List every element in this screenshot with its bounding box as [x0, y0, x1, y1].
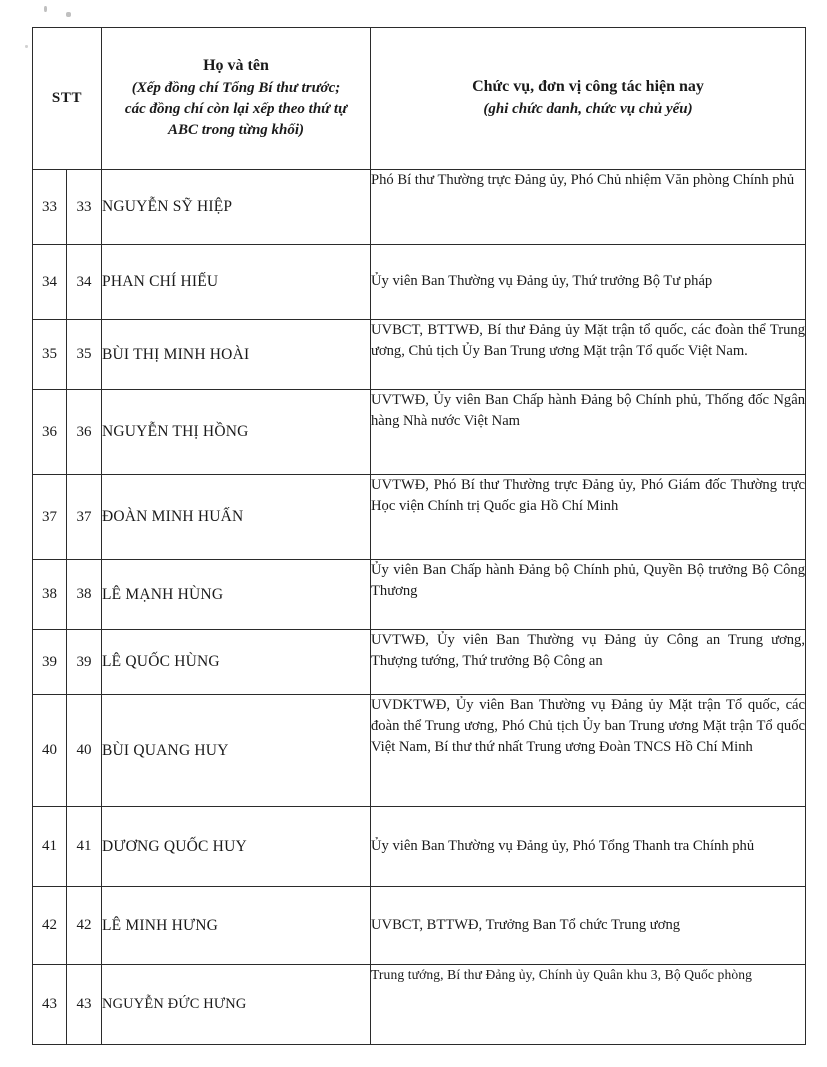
table-row [33, 695, 806, 807]
scan-speckle [66, 12, 71, 17]
header-name-title: Họ và tên [203, 57, 269, 74]
cell-position: UVDKTWĐ, Ủy viên Ban Thường vụ Đảng ủy Mặt trận Tổ quốc, các đoàn thể Trung ương, Phó Chủ tịch Ủy ban Trung ương Mặt trận Tổ quốc Việt Nam, Bí thư thứ nhất Trung ương Đoàn TNCS Hồ Chí Minh [371, 695, 806, 807]
cell-order-number: 34 [67, 245, 102, 320]
cell-order-number: 38 [67, 560, 102, 630]
table-row [33, 560, 806, 630]
scan-speckle [44, 6, 47, 12]
table-row [33, 807, 806, 887]
table-row [33, 245, 806, 320]
table-row [33, 170, 806, 245]
table-row [33, 320, 806, 390]
cell-stt: 42 [33, 887, 67, 965]
cell-person-name: LÊ MINH HƯNG [102, 887, 371, 965]
header-name-note-line2: các đồng chí còn lại xếp theo thứ tự [124, 101, 348, 117]
cell-order-number: 39 [67, 630, 102, 695]
table-row [33, 630, 806, 695]
cell-stt: 37 [33, 475, 67, 560]
cell-position: Trung tướng, Bí thư Đảng ủy, Chính ủy Quân khu 3, Bộ Quốc phòng [371, 965, 806, 1045]
table-row [33, 475, 806, 560]
header-stt [33, 28, 102, 170]
cell-position: UVTWĐ, Ủy viên Ban Thường vụ Đảng ủy Công an Trung ương, Thượng tướng, Thứ trưởng Bộ Công an [371, 630, 806, 695]
cell-stt: 35 [33, 320, 67, 390]
cell-position: Ủy viên Ban Thường vụ Đảng ủy, Thứ trưởng Bộ Tư pháp [371, 245, 806, 320]
cell-position: UVBCT, BTTWĐ, Bí thư Đảng ủy Mặt trận tổ quốc, các đoàn thể Trung ương, Chủ tịch Ủy Ban Trung ương Mặt trận Tổ quốc Việt Nam. [371, 320, 806, 390]
cell-stt: 40 [33, 695, 67, 807]
cell-position: Ủy viên Ban Chấp hành Đảng bộ Chính phủ, Quyền Bộ trưởng Bộ Công Thương [371, 560, 806, 630]
header-name-note-line3: ABC trong từng khối) [167, 122, 305, 138]
table-row [33, 390, 806, 475]
cell-person-name: PHAN CHÍ HIẾU [102, 245, 371, 320]
cell-person-name: NGUYỄN THỊ HỒNG [102, 390, 371, 475]
cell-person-name: DƯƠNG QUỐC HUY [102, 807, 371, 887]
table-row [33, 965, 806, 1045]
cell-position: UVBCT, BTTWĐ, Trưởng Ban Tổ chức Trung ương [371, 887, 806, 965]
cell-stt: 43 [33, 965, 67, 1045]
cell-order-number: 35 [67, 320, 102, 390]
cell-order-number: 36 [67, 390, 102, 475]
header-role [371, 28, 806, 170]
cell-person-name: NGUYỄN SỸ HIỆP [102, 170, 371, 245]
cell-stt: 39 [33, 630, 67, 695]
table-row [33, 887, 806, 965]
header-stt-label: STT [51, 90, 83, 106]
cell-position: UVTWĐ, Ủy viên Ban Chấp hành Đảng bộ Chính phủ, Thống đốc Ngân hàng Nhà nước Việt Nam [371, 390, 806, 475]
table-body [33, 170, 806, 1045]
cell-stt: 34 [33, 245, 67, 320]
cell-stt: 36 [33, 390, 67, 475]
cell-order-number: 42 [67, 887, 102, 965]
cell-person-name: BÙI THỊ MINH HOÀI [102, 320, 371, 390]
cell-order-number: 43 [67, 965, 102, 1045]
cell-person-name: NGUYỄN ĐỨC HƯNG [102, 965, 371, 1045]
cell-person-name: BÙI QUANG HUY [102, 695, 371, 807]
header-name [102, 28, 371, 170]
cell-order-number: 41 [67, 807, 102, 887]
cell-position: Ủy viên Ban Thường vụ Đảng ủy, Phó Tổng Thanh tra Chính phủ [371, 807, 806, 887]
header-role-title: Chức vụ, đơn vị công tác hiện nay [472, 78, 704, 95]
cell-stt: 38 [33, 560, 67, 630]
cell-stt: 41 [33, 807, 67, 887]
cell-person-name: LÊ QUỐC HÙNG [102, 630, 371, 695]
cell-stt: 33 [33, 170, 67, 245]
table-header-row [33, 28, 806, 170]
cell-position: UVTWĐ, Phó Bí thư Thường trực Đảng ủy, Phó Giám đốc Thường trực Học viện Chính trị Quốc gia Hồ Chí Minh [371, 475, 806, 560]
header-name-note-line1: (Xếp đồng chí Tổng Bí thư trước; [131, 80, 341, 96]
cell-order-number: 37 [67, 475, 102, 560]
header-role-note: (ghi chức danh, chức vụ chủ yếu) [483, 101, 693, 117]
cell-order-number: 40 [67, 695, 102, 807]
cell-order-number: 33 [67, 170, 102, 245]
personnel-table [32, 27, 806, 1045]
cell-person-name: ĐOÀN MINH HUẤN [102, 475, 371, 560]
scan-speckle [25, 45, 28, 48]
cell-position: Phó Bí thư Thường trực Đảng ủy, Phó Chủ nhiệm Văn phòng Chính phủ [371, 170, 806, 245]
cell-person-name: LÊ MẠNH HÙNG [102, 560, 371, 630]
